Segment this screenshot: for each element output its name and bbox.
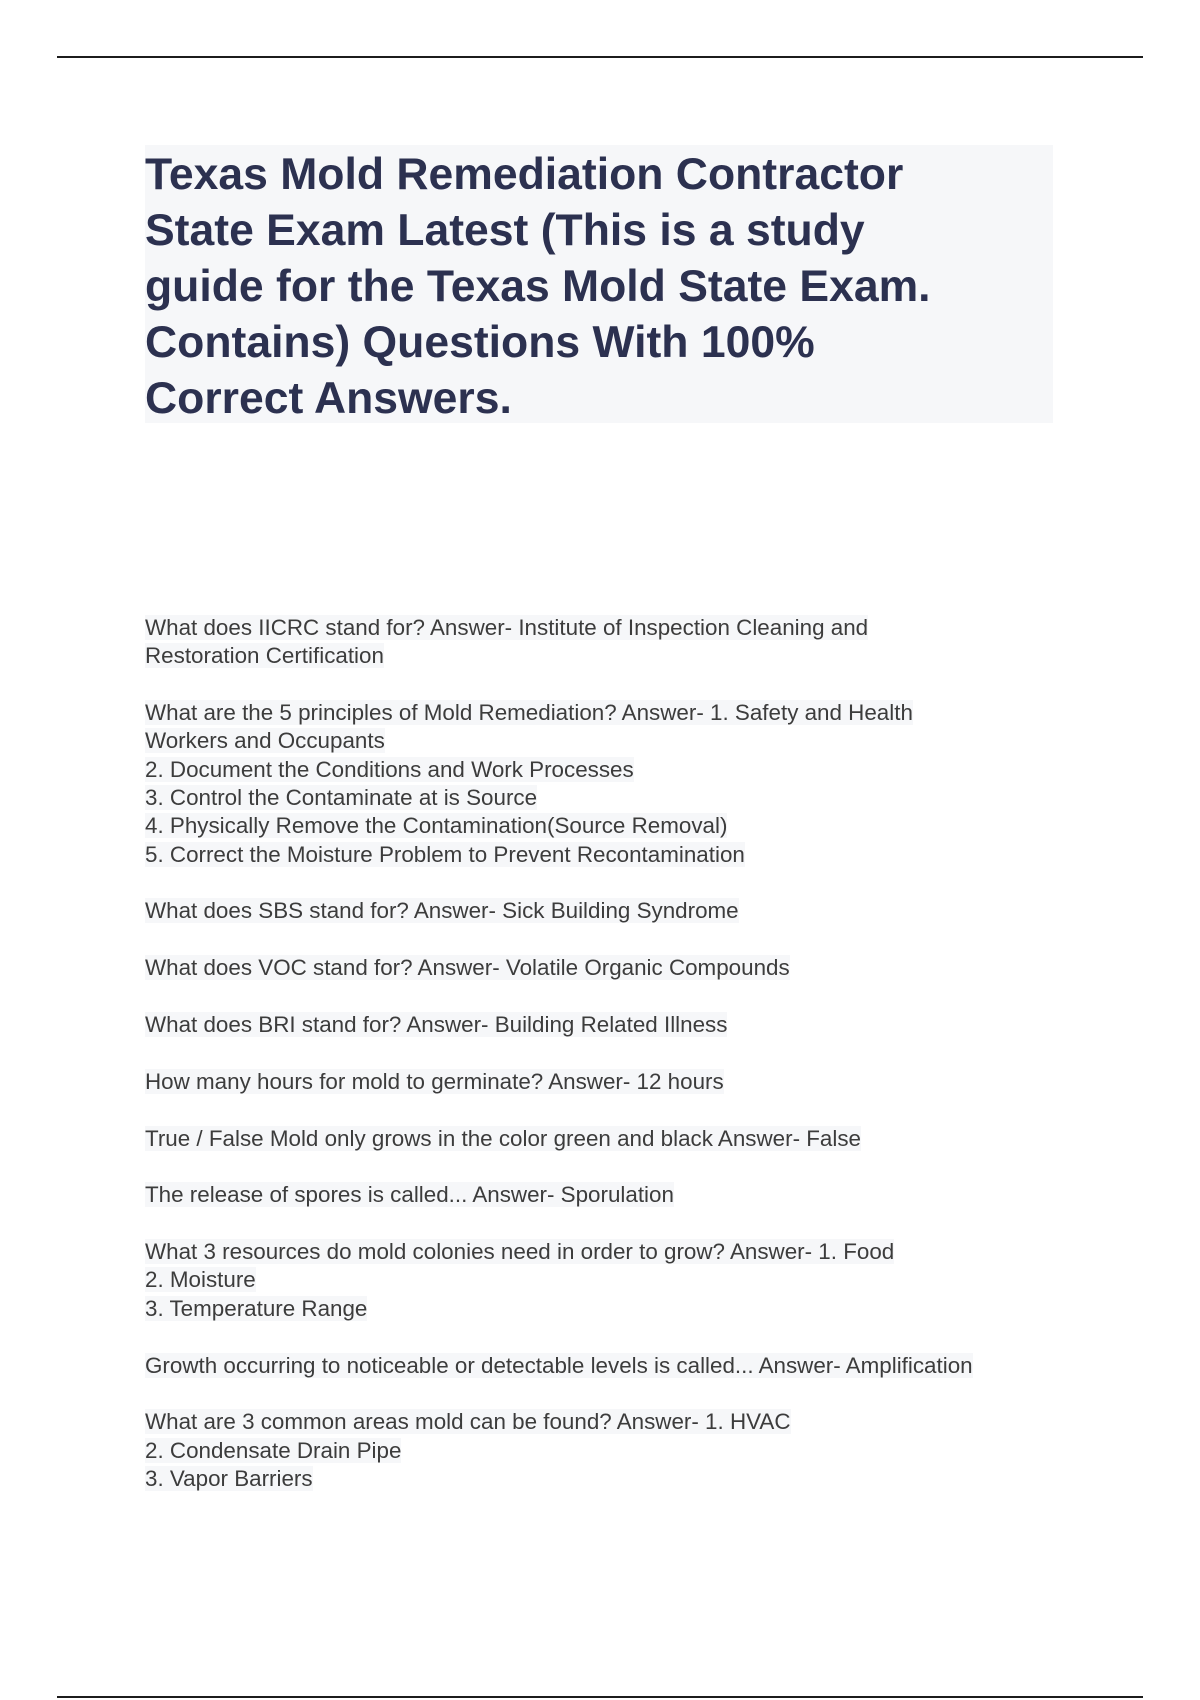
qa-item: [145, 897, 1065, 925]
qa-line-text: 2. Moisture: [145, 1267, 256, 1293]
qa-line-text: What are the 5 principles of Mold Remediation? Answer- 1. Safety and Health: [145, 700, 913, 726]
qa-list: [145, 614, 1065, 1522]
qa-line: [145, 1068, 1065, 1096]
qa-line-text: 4. Physically Remove the Contamination(Source Removal): [145, 813, 728, 839]
qa-line-text: What does BRI stand for? Answer- Building Related Illness: [145, 1011, 728, 1037]
qa-item: [145, 614, 1065, 671]
qa-line: [145, 1295, 1065, 1323]
qa-line-text: 3. Vapor Barriers: [145, 1465, 313, 1491]
qa-line: [145, 812, 1065, 840]
qa-line: [145, 699, 1065, 727]
qa-line-text: What does IICRC stand for? Answer- Institute of Inspection Cleaning and: [145, 615, 869, 640]
qa-line-text: 2. Document the Conditions and Work Processes: [145, 756, 634, 782]
qa-line-text: 2. Condensate Drain Pipe: [145, 1437, 402, 1463]
qa-item: [145, 1125, 1065, 1153]
qa-item: [145, 1408, 1065, 1493]
qa-line: [145, 897, 1065, 925]
qa-line: [145, 727, 1065, 755]
qa-line: [145, 756, 1065, 784]
title-line: Texas Mold Remediation Contractor: [145, 150, 904, 199]
qa-item: [145, 1011, 1065, 1039]
qa-line: [145, 784, 1065, 812]
document-title: [145, 147, 1053, 427]
title-block: [145, 145, 1053, 423]
title-line: State Exam Latest (This is a study: [145, 206, 865, 255]
title-line: Correct Answers.: [145, 374, 512, 423]
qa-line-text: How many hours for mold to germinate? Answer- 12 hours: [145, 1068, 724, 1094]
qa-line-text: 3. Temperature Range: [145, 1295, 368, 1321]
title-line: Contains) Questions With 100%: [145, 318, 815, 367]
qa-line-text: Restoration Certification: [145, 643, 384, 669]
qa-line-text: True / False Mold only grows in the color green and black Answer- False: [145, 1125, 861, 1151]
qa-line-text: Growth occurring to noticeable or detectable levels is called... Answer- Amplification: [145, 1352, 973, 1378]
qa-line-text: 3. Control the Contaminate at is Source: [145, 784, 538, 810]
qa-line: [145, 1181, 1065, 1209]
qa-line-text: What are 3 common areas mold can be found? Answer- 1. HVAC: [145, 1409, 791, 1435]
qa-item: [145, 954, 1065, 982]
qa-line: [145, 1352, 1065, 1380]
qa-line-text: What does SBS stand for? Answer- Sick Building Syndrome: [145, 898, 739, 924]
qa-line-text: What does VOC stand for? Answer- Volatile Organic Compounds: [145, 955, 790, 981]
qa-line-text: 5. Correct the Moisture Problem to Prevent Recontamination: [145, 841, 745, 867]
qa-line-text: What 3 resources do mold colonies need in order to grow? Answer- 1. Food: [145, 1239, 895, 1265]
qa-line: [145, 1465, 1065, 1493]
bottom-rule: [57, 1696, 1143, 1698]
qa-item: [145, 1068, 1065, 1096]
qa-line: [145, 1238, 1065, 1266]
qa-line: [145, 1125, 1065, 1153]
qa-line: [145, 1011, 1065, 1039]
qa-line: [145, 841, 1065, 869]
qa-line: [145, 614, 1065, 642]
qa-item: [145, 1181, 1065, 1209]
qa-item: [145, 1352, 1065, 1380]
qa-line: [145, 1437, 1065, 1465]
qa-line-text: The release of spores is called... Answer- Sporulation: [145, 1182, 674, 1208]
top-rule: [57, 56, 1143, 58]
title-line: guide for the Texas Mold State Exam.: [145, 262, 931, 311]
qa-line: [145, 642, 1065, 670]
qa-line-text: Workers and Occupants: [145, 728, 385, 754]
qa-line: [145, 954, 1065, 982]
qa-line: [145, 1266, 1065, 1294]
qa-item: [145, 1238, 1065, 1323]
qa-line: [145, 1408, 1065, 1436]
qa-item: [145, 699, 1065, 869]
